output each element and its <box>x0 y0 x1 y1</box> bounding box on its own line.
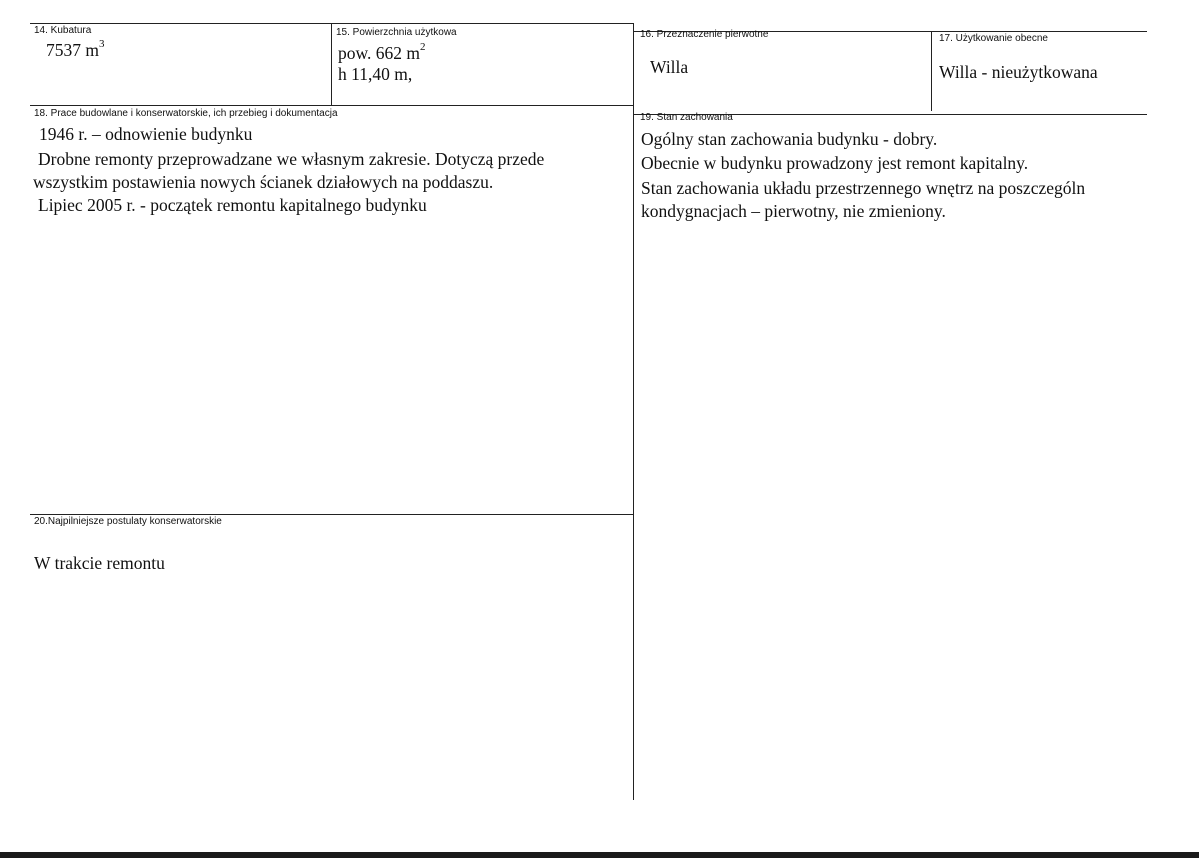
kubatura-exponent: 3 <box>99 38 105 51</box>
uzytkowanie-value: Willa - nieużytkowana <box>939 62 1098 82</box>
uzytkowanie-label: 17. Użytkowanie obecne <box>939 33 1048 44</box>
stan-line: Obecnie w budynku prowadzony jest remont kapitalny. <box>641 153 1029 173</box>
prace-line: wszystkim postawienia nowych ścianek działowych na poddaszu. <box>33 172 494 192</box>
przeznaczenie-value: Willa <box>650 57 689 77</box>
powierzchnia-line2: h 11,40 m, <box>338 64 413 84</box>
stan-label: 19. Stan zachowania <box>640 112 733 123</box>
kubatura-number: 7537 m <box>46 40 99 60</box>
row-border-left <box>30 105 633 106</box>
postulaty-value: W trakcie remontu <box>34 553 165 573</box>
powierzchnia-label: 15. Powierzchnia użytkowa <box>336 27 457 38</box>
przeznaczenie-label: 16. Przeznaczenie pierwotne <box>640 29 769 40</box>
stan-line: Ogólny stan zachowania budynku - dobry. <box>641 129 938 149</box>
divider-16-17 <box>931 31 932 111</box>
kubatura-value <box>46 40 105 61</box>
divider-main <box>633 23 634 800</box>
kubatura-label: 14. Kubatura <box>34 25 92 36</box>
section-20-border <box>30 514 633 515</box>
prace-line: Drobne remonty przeprowadzane we własnym zakresie. Dotyczą przede <box>38 149 545 169</box>
powierzchnia-exponent: 2 <box>420 41 426 54</box>
powierzchnia-value: pow. 662 m <box>338 43 420 63</box>
stan-line: kondygnacjach – pierwotny, nie zmieniony. <box>641 201 946 221</box>
divider-14-15 <box>331 23 332 105</box>
prace-line: Lipiec 2005 r. - początek remontu kapitalnego budynku <box>38 195 427 215</box>
prace-label: 18. Prace budowlane i konserwatorskie, ich przebieg i dokumentacja <box>34 108 338 119</box>
stan-line: Stan zachowania układu przestrzennego wnętrz na poszczególn <box>641 178 1086 198</box>
postulaty-label: 20.Najpilniejsze postulaty konserwatorskie <box>34 516 222 527</box>
prace-line: 1946 r. – odnowienie budynku <box>39 124 253 144</box>
powierzchnia-line1 <box>338 43 426 64</box>
